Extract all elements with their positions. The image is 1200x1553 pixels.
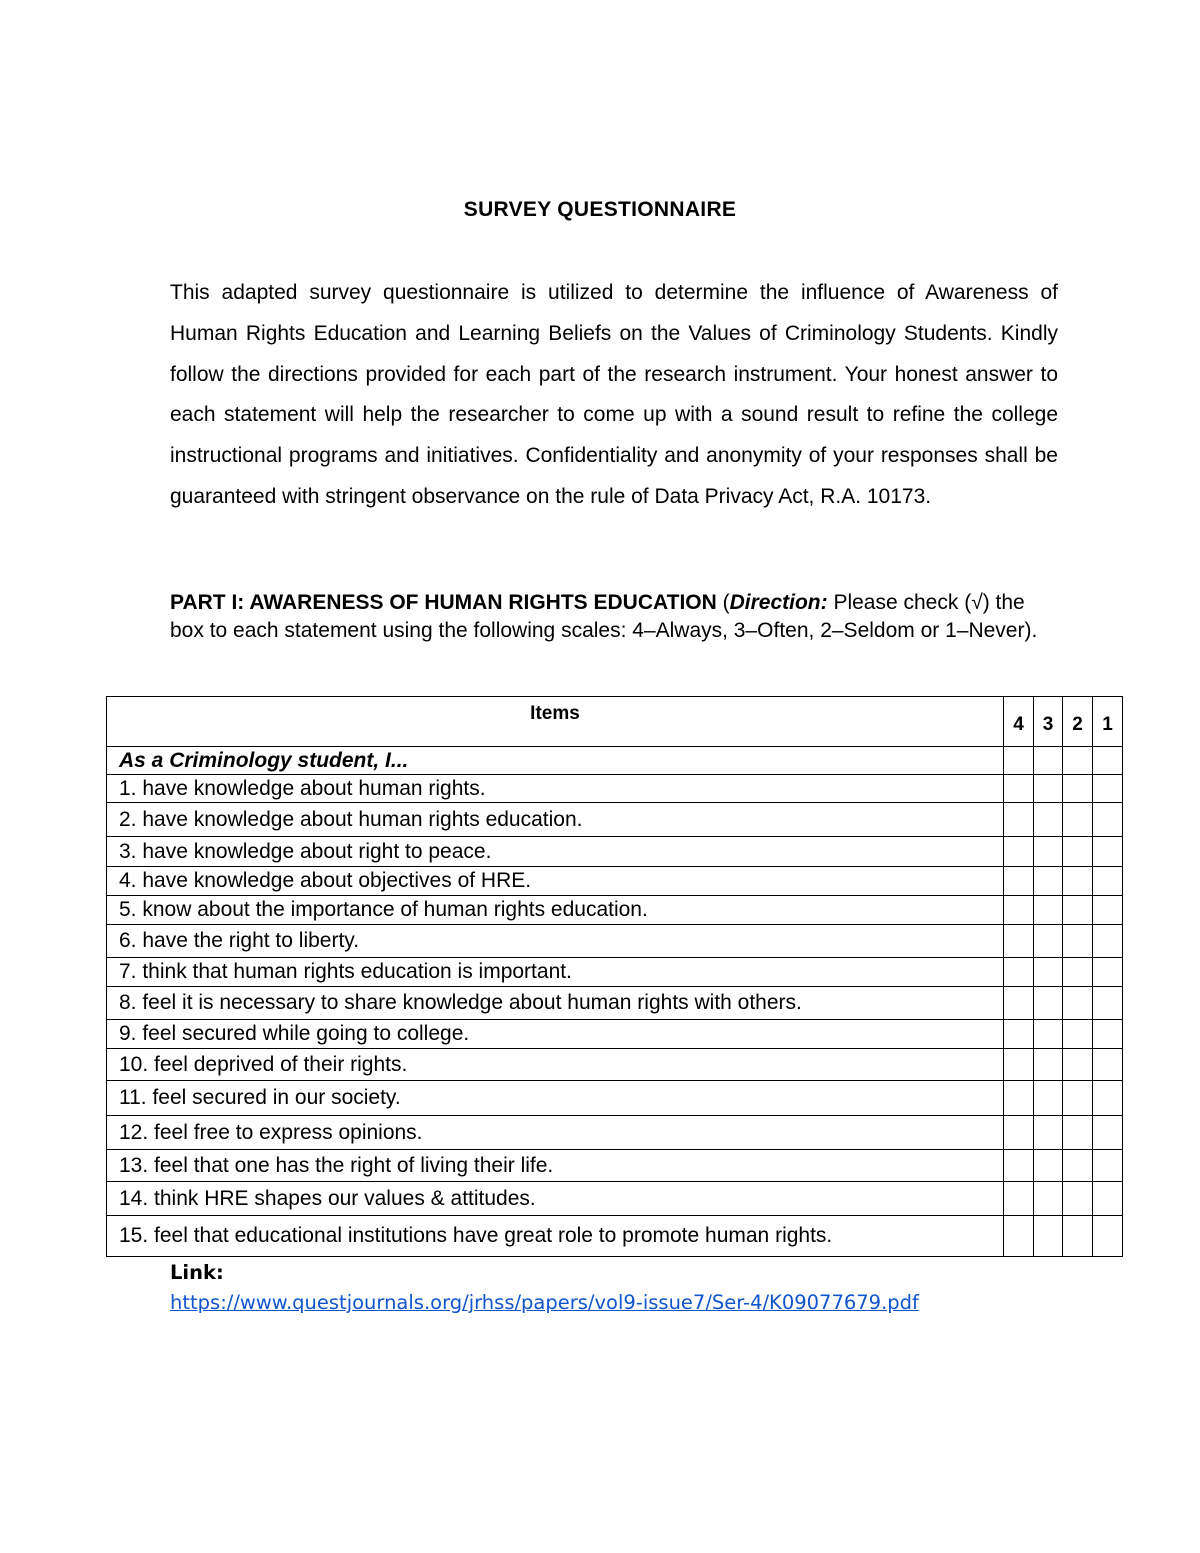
open-paren: ( (716, 591, 730, 614)
checkbox-cell[interactable] (1093, 1116, 1123, 1150)
table-row (107, 1116, 1123, 1150)
scale-header-4: 4 (1004, 697, 1034, 747)
checkbox-cell[interactable] (1063, 837, 1093, 867)
checkbox-cell[interactable] (1004, 896, 1034, 925)
checkbox-cell[interactable] (1063, 896, 1093, 925)
checkbox-cell[interactable] (1034, 1020, 1063, 1049)
item-statement: 7. think that human rights education is important. (107, 958, 1004, 987)
checkbox-cell[interactable] (1063, 803, 1093, 837)
scale-header-2: 2 (1063, 697, 1093, 747)
checkbox-cell[interactable] (1093, 747, 1123, 775)
checkbox-cell[interactable] (1004, 1150, 1034, 1182)
checkbox-cell[interactable] (1034, 1116, 1063, 1150)
checkbox-cell[interactable] (1093, 1081, 1123, 1116)
item-statement: 15. feel that educational institutions have great role to promote human rights. (107, 1216, 1004, 1257)
checkbox-cell[interactable] (1034, 1150, 1063, 1182)
table-row (107, 925, 1123, 958)
checkbox-cell[interactable] (1093, 775, 1123, 803)
intro-paragraph: This adapted survey questionnaire is utilized to determine the influence of Awareness of Human Rights Education and Learning Beliefs on the Values of Criminology Students. Kindly follow the directions provided for each part of the research instrument. Your honest answer to each statement will help the researcher to come up with a sound result to refine the college instructional programs and initiatives. Confidentiality and anonymity of your responses shall be guaranteed with stringent observance on the rule of Data Privacy Act, R.A. 10173. (170, 281, 1058, 508)
checkbox-cell[interactable] (1063, 1049, 1093, 1081)
checkbox-cell[interactable] (1093, 837, 1123, 867)
checkbox-cell[interactable] (1093, 1049, 1123, 1081)
checkbox-cell[interactable] (1063, 1216, 1093, 1257)
link-block (170, 1258, 919, 1318)
table-row (107, 1081, 1123, 1116)
checkbox-cell[interactable] (1034, 925, 1063, 958)
checkbox-cell[interactable] (1034, 896, 1063, 925)
table-row (107, 1150, 1123, 1182)
table-row (107, 775, 1123, 803)
checkbox-cell[interactable] (1004, 1216, 1034, 1257)
link-label: Link: (170, 1261, 224, 1284)
table-row (107, 987, 1123, 1020)
item-statement: 1. have knowledge about human rights. (107, 775, 1004, 803)
checkbox-cell[interactable] (1093, 958, 1123, 987)
checkbox-cell[interactable] (1063, 1182, 1093, 1216)
checkbox-cell[interactable] (1093, 1150, 1123, 1182)
item-statement: 11. feel secured in our society. (107, 1081, 1004, 1116)
item-statement: 10. feel deprived of their rights. (107, 1049, 1004, 1081)
items-header: Items (107, 697, 1004, 747)
checkbox-cell[interactable] (1004, 1116, 1034, 1150)
checkbox-cell[interactable] (1093, 896, 1123, 925)
checkbox-cell[interactable] (1063, 1020, 1093, 1049)
checkbox-cell[interactable] (1034, 987, 1063, 1020)
checkbox-cell[interactable] (1004, 925, 1034, 958)
item-statement: 13. feel that one has the right of living their life. (107, 1150, 1004, 1182)
lead-row (107, 747, 1123, 775)
item-statement: 3. have knowledge about right to peace. (107, 837, 1004, 867)
checkbox-cell[interactable] (1093, 867, 1123, 896)
scale-header-1: 1 (1093, 697, 1123, 747)
checkbox-cell[interactable] (1004, 775, 1034, 803)
checkbox-cell[interactable] (1004, 1182, 1034, 1216)
item-statement: 12. feel free to express opinions. (107, 1116, 1004, 1150)
table-row (107, 958, 1123, 987)
checkbox-cell[interactable] (1034, 1216, 1063, 1257)
checkbox-cell[interactable] (1004, 867, 1034, 896)
scale-header-3: 3 (1034, 697, 1063, 747)
checkbox-cell[interactable] (1063, 925, 1093, 958)
checkbox-cell[interactable] (1093, 803, 1123, 837)
document-title: SURVEY QUESTIONNAIRE (463, 198, 737, 221)
item-statement: 9. feel secured while going to college. (107, 1020, 1004, 1049)
checkbox-cell[interactable] (1004, 958, 1034, 987)
checkbox-cell[interactable] (1034, 958, 1063, 987)
direction-text: Please check (√) the box to each statement using the following scales: 4–Always, 3–Often, 2–Seldom or 1–Never). (170, 591, 1038, 642)
checkbox-cell[interactable] (1034, 775, 1063, 803)
table-row (107, 1216, 1123, 1257)
checkbox-cell[interactable] (1093, 987, 1123, 1020)
checkbox-cell[interactable] (1034, 1049, 1063, 1081)
checkbox-cell[interactable] (1004, 1081, 1034, 1116)
table-header-row (107, 697, 1123, 747)
checkbox-cell[interactable] (1034, 1182, 1063, 1216)
part-heading: PART I: AWARENESS OF HUMAN RIGHTS EDUCATION (170, 591, 717, 614)
checkbox-cell[interactable] (1063, 958, 1093, 987)
table-row (107, 896, 1123, 925)
checkbox-cell[interactable] (1063, 747, 1093, 775)
part-one-instructions (170, 589, 1060, 644)
checkbox-cell[interactable] (1004, 987, 1034, 1020)
table-row (107, 867, 1123, 896)
checkbox-cell[interactable] (1004, 803, 1034, 837)
checkbox-cell[interactable] (1034, 1081, 1063, 1116)
item-statement: 2. have knowledge about human rights education. (107, 803, 1004, 837)
checkbox-cell[interactable] (1093, 1216, 1123, 1257)
item-statement: 6. have the right to liberty. (107, 925, 1004, 958)
table-row (107, 1049, 1123, 1081)
source-link[interactable]: https://www.questjournals.org/jrhss/papers/vol9-issue7/Ser-4/K09077679.pdf (170, 1291, 919, 1314)
item-statement: 4. have knowledge about objectives of HRE. (107, 867, 1004, 896)
item-statement: 8. feel it is necessary to share knowledge about human rights with others. (107, 987, 1004, 1020)
checkbox-cell[interactable] (1004, 1020, 1034, 1049)
checkbox-cell[interactable] (1063, 1081, 1093, 1116)
item-statement: 14. think HRE shapes our values & attitudes. (107, 1182, 1004, 1216)
checkbox-cell[interactable] (1034, 803, 1063, 837)
checkbox-cell[interactable] (1034, 837, 1063, 867)
checkbox-cell[interactable] (1034, 747, 1063, 775)
table-row (107, 803, 1123, 837)
checkbox-cell[interactable] (1004, 747, 1034, 775)
checkbox-cell[interactable] (1004, 837, 1034, 867)
table-row (107, 837, 1123, 867)
checkbox-cell[interactable] (1063, 867, 1093, 896)
checkbox-cell[interactable] (1093, 1182, 1123, 1216)
direction-label: Direction: (729, 591, 828, 614)
checkbox-cell[interactable] (1063, 1150, 1093, 1182)
checkbox-cell[interactable] (1063, 1116, 1093, 1150)
item-statement: 5. know about the importance of human rights education. (107, 896, 1004, 925)
table-row (107, 1182, 1123, 1216)
checkbox-cell[interactable] (1004, 1049, 1034, 1081)
survey-table (106, 696, 1123, 1257)
lead-text: As a Criminology student, I... (107, 747, 1004, 775)
checkbox-cell[interactable] (1034, 867, 1063, 896)
checkbox-cell[interactable] (1093, 1020, 1123, 1049)
checkbox-cell[interactable] (1063, 775, 1093, 803)
table-row (107, 1020, 1123, 1049)
checkbox-cell[interactable] (1063, 987, 1093, 1020)
checkbox-cell[interactable] (1093, 925, 1123, 958)
